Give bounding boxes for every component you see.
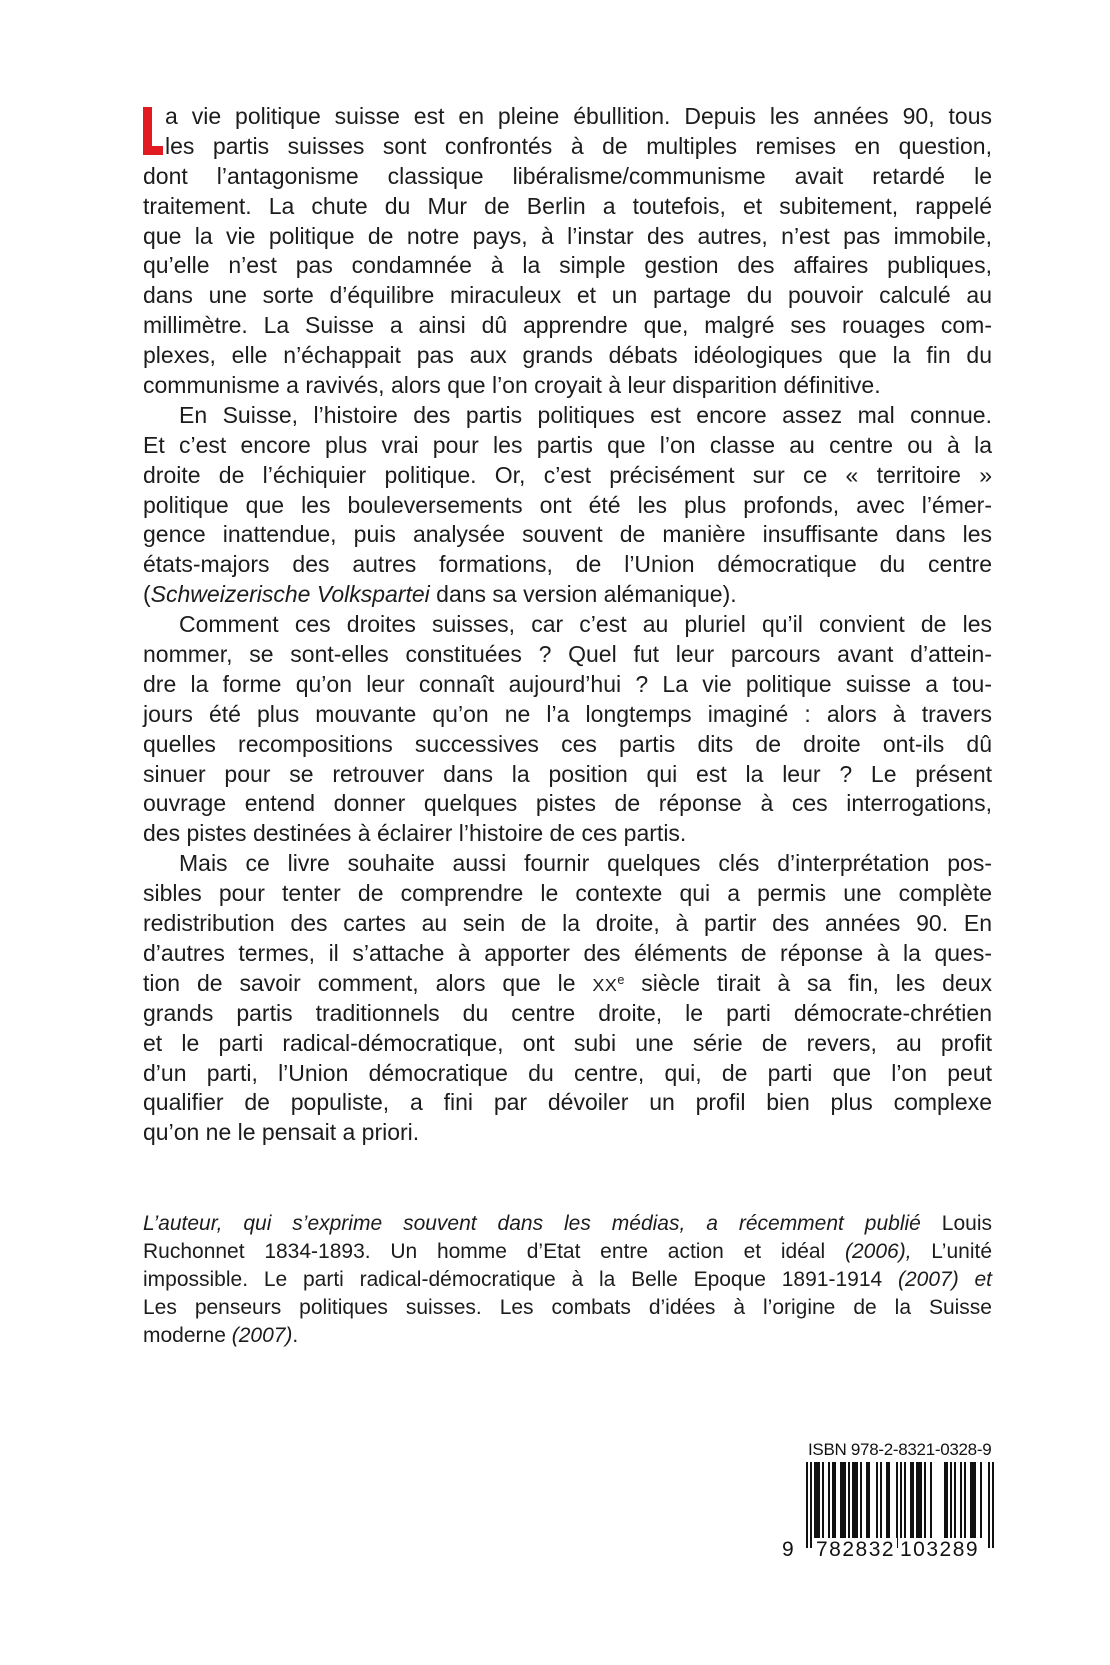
bio-line xyxy=(143,1238,992,1266)
text-span: tion de savoir comment, alors que le xyxy=(143,969,593,996)
drop-cap-letter-l xyxy=(143,107,163,155)
paragraph-1 xyxy=(143,102,992,401)
publication-year: (2006), xyxy=(844,1240,912,1263)
text-line: quelles recompositions successives ces partis dits de droite ont-ils dû xyxy=(143,730,992,757)
barcode-bars-icon xyxy=(806,1462,994,1548)
text-line: d’autres termes, il s’attache à apporter des éléments de réponse à la ques- xyxy=(143,939,992,966)
text-line: états-majors des autres formations, de l’Union démocratique du centre xyxy=(143,551,992,578)
text-line xyxy=(143,580,992,610)
ean-right-digits: 103289 xyxy=(900,1538,980,1561)
text-line: gence inattendue, puis analysée souvent de manière insuffisante dans les xyxy=(143,521,992,548)
text-line: traitement. La chute du Mur de Berlin a toutefois, et subitement, rappelé xyxy=(143,192,992,219)
text-line: dont l’antagonisme classique libéralisme/communisme avait retardé le xyxy=(143,162,992,189)
bio-line xyxy=(143,1266,992,1294)
text-line: sibles pour tenter de comprendre le contexte qui a permis une complète xyxy=(143,880,992,907)
text-line: Et c’est encore plus vrai pour les partis que l’on classe au centre ou à la xyxy=(143,431,992,458)
blurb-text xyxy=(143,102,992,1148)
isbn-label: ISBN 978-2-8321-0328-9 xyxy=(808,1440,992,1459)
text-line: nommer, se sont-elles constituées ? Quel fut leur parcours avant d’attein- xyxy=(143,641,992,668)
book-title: moderne xyxy=(143,1324,232,1347)
text-line: millimètre. La Suisse a ainsi dû apprendre que, malgré ses rouages com- xyxy=(143,312,992,339)
text-line: Mais ce livre souhaite aussi fournir quelques clés d’interprétation pos- xyxy=(179,850,992,877)
bio-line xyxy=(143,1322,992,1350)
text-line: communisme a ravivés, alors que l’on croyait à leur disparition définitive. xyxy=(143,372,881,399)
text-span: siècle tirait à sa fin, les deux xyxy=(624,969,992,996)
text-line: a vie politique suisse est en pleine ébullition. Depuis les années 90, tous xyxy=(165,103,992,129)
text-line: Comment ces droites suisses, car c’est au pluriel qu’il convient de les xyxy=(179,611,992,638)
paragraph-4 xyxy=(143,849,992,1148)
text-line: politique que les bouleversements ont été les plus profonds, avec l’émer- xyxy=(143,491,992,518)
text-span: dans sa version alémanique). xyxy=(429,581,737,608)
text-line: droite de l’échiquier politique. Or, c’est précisément sur ce « territoire » xyxy=(143,461,992,488)
text-line: ouvrage entend donner quelques pistes de réponse à ces interrogations, xyxy=(143,790,992,817)
text-line: redistribution des cartes au sein de la droite, à partir des années 90. En xyxy=(143,910,992,937)
isbn-barcode xyxy=(780,1440,995,1562)
ean-lead-digit: 9 xyxy=(782,1538,794,1561)
text-line: et le parti radical-démocratique, ont subi une série de revers, au profit xyxy=(143,1029,992,1056)
bio-line xyxy=(143,1210,992,1238)
text-span: L’auteur, qui s’exprime souvent dans les médias, a récemment publié xyxy=(143,1212,921,1235)
text-line: sinuer pour se retrouver dans la position qui est la leur ? Le présent xyxy=(143,760,992,787)
text-line: que la vie politique de notre pays, à l’instar des autres, n’est pas immobile, xyxy=(143,222,992,249)
century-numeral: XX xyxy=(592,974,618,995)
party-name-german: Schweizerische Volkspartei xyxy=(150,581,430,608)
text-line: qu’elle n’est pas condamnée à la simple gestion des affaires publiques, xyxy=(143,252,992,279)
text-line: des pistes destinées à éclairer l’histoire de ces partis. xyxy=(143,820,687,847)
text-line: d’un parti, l’Union démocratique du centre, qui, de parti que l’on peut xyxy=(143,1059,992,1086)
text-line: dre la forme qu’on leur connaît aujourd’hui ? La vie politique suisse a tou- xyxy=(143,670,992,697)
book-title: Louis xyxy=(920,1212,992,1235)
text-line: plexes, elle n’échappait pas aux grands débats idéologiques que la fin du xyxy=(143,342,992,369)
text-line: dans une sorte d’équilibre miraculeux et un partage du pouvoir calculé au xyxy=(143,282,992,309)
text-line: jours été plus mouvante qu’on ne l’a longtemps imaginé : alors à travers xyxy=(143,700,992,727)
publication-year: (2007) et xyxy=(897,1268,992,1291)
ordinal-superscript: e xyxy=(617,972,625,987)
text-span: . xyxy=(292,1324,299,1347)
text-line: grands partis traditionnels du centre droite, le parti démocrate-chrétien xyxy=(143,999,992,1026)
paragraph-2 xyxy=(143,401,992,610)
paragraph-3 xyxy=(143,610,992,849)
ean-left-digits: 782832 xyxy=(816,1538,896,1561)
book-title: impossible. Le parti radical-démocratique à la Belle Epoque 1891-1914 xyxy=(143,1268,898,1291)
text-line: En Suisse, l’histoire des partis politiques est encore assez mal connue. xyxy=(179,401,992,428)
text-line: qu’on ne le pensait a priori. xyxy=(143,1119,420,1146)
text-line: qualifier de populiste, a fini par dévoiler un profil bien plus complexe xyxy=(143,1089,992,1116)
text-line: les partis suisses sont confrontés à de multiples remises en question, xyxy=(165,132,992,159)
text-line xyxy=(143,969,992,999)
author-bio xyxy=(143,1210,992,1350)
publication-year: (2007) xyxy=(231,1324,293,1347)
paren-open: ( xyxy=(143,581,151,608)
book-title: L’unité xyxy=(911,1240,993,1263)
book-title: Ruchonnet 1834-1893. Un homme d’Etat entre action et idéal xyxy=(143,1240,845,1263)
bio-line: Les penseurs politiques suisses. Les combats d’idées à l’origine de la Suisse xyxy=(143,1296,992,1319)
